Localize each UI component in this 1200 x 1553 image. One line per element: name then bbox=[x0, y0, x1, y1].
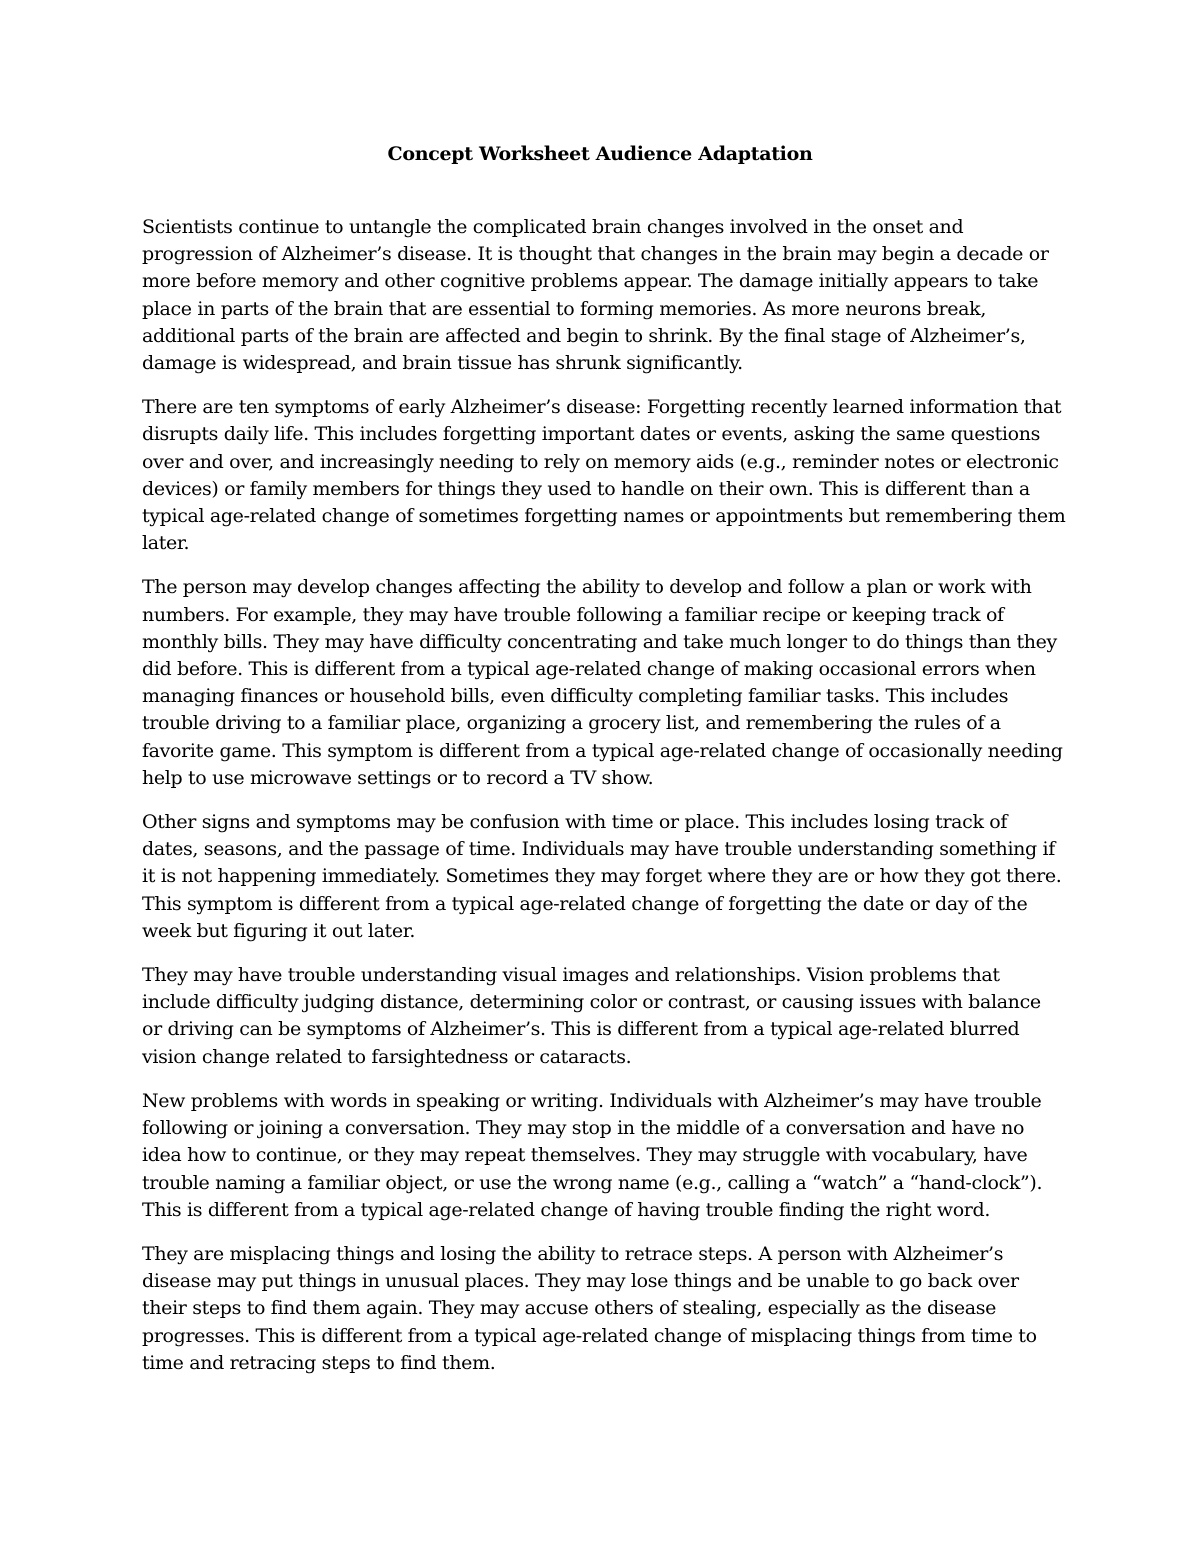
paragraph-memory-loss: There are ten symptoms of early Alzheimer’s disease: Forgetting recently learned information that disrupts daily life. This includes forgetting important dates or events, asking the same questions over and over, and increasingly needing to rely on memory aids (e.g., reminder notes or electronic devices) or family members for things they used to handle on their own. This is different than a typical age-related change of sometimes forgetting names or appointments but remembering them later. bbox=[142, 396, 1066, 555]
document-body bbox=[142, 214, 1066, 1394]
paragraph-visual-problems: They may have trouble understanding visual images and relationships. Vision problems that include difficulty judging distance, determining color or contrast, or causing issues with balance or driving can be symptoms of Alzheimer’s. This is different from a typical age-related blurred vision change related to farsightedness or cataracts. bbox=[142, 964, 1041, 1068]
paragraph-misplacing-things: They are misplacing things and losing the ability to retrace steps. A person with Alzheimer’s disease may put things in unusual places. They may lose things and be unable to go back over their steps to find them again. They may accuse others of stealing, especially as the disease progresses. This is different from a typical age-related change of misplacing things from time to time and retracing steps to find them. bbox=[142, 1242, 1037, 1374]
paragraph-planning-problems: The person may develop changes affecting the ability to develop and follow a plan or work with numbers. For example, they may have trouble following a familiar recipe or keeping track of monthly bills. They may have difficulty concentrating and take much longer to do things than they did before. This is different from a typical age-related change of making occasional errors when managing finances or household bills, even difficulty completing familiar tasks. This includes trouble driving to a familiar place, organizing a grocery list, and remembering the rules of a favorite game. This symptom is different from a typical age-related change of occasionally needing help to use microwave settings or to record a TV show. bbox=[142, 576, 1063, 789]
paragraph-time-place-confusion: Other signs and symptoms may be confusion with time or place. This includes losing track of dates, seasons, and the passage of time. Individuals may have trouble understanding something if it is not happening immediately. Sometimes they may forget where they are or how they got there. This symptom is different from a typical age-related change of forgetting the date or day of the week but figuring it out later. bbox=[142, 811, 1062, 942]
paragraph-word-problems: New problems with words in speaking or writing. Individuals with Alzheimer’s may have trouble following or joining a conversation. They may stop in the middle of a conversation and have no idea how to continue, or they may repeat themselves. They may struggle with vocabulary, have trouble naming a familiar object, or use the wrong name (e.g., calling a “watch” a “hand-clock”). This is different from a typical age-related change of having trouble finding the right word. bbox=[142, 1089, 1043, 1221]
paragraph-brain-changes: Scientists continue to untangle the complicated brain changes involved in the onset and progression of Alzheimer’s disease. It is thought that changes in the brain may begin a decade or more before memory and other cognitive problems appear. The damage initially appears to take place in parts of the brain that are essential to forming memories. As more neurons break, additional parts of the brain are affected and begin to shrink. By the final stage of Alzheimer’s, damage is widespread, and brain tissue has shrunk significantly. bbox=[142, 216, 1049, 375]
document-title: Concept Worksheet Audience Adaptation bbox=[387, 143, 813, 165]
